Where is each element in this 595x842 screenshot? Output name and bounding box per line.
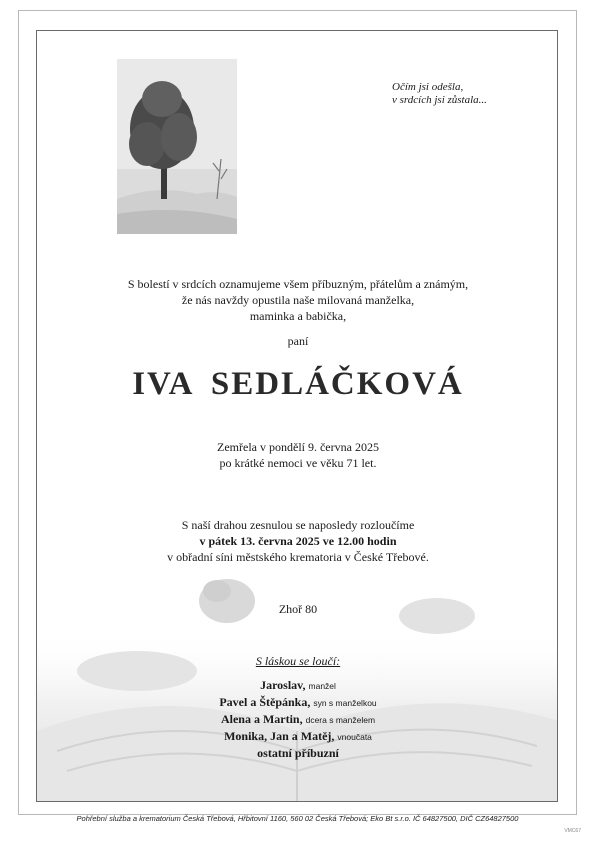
funeral-details — [37, 517, 558, 565]
tree-photo — [117, 59, 237, 234]
announcement — [37, 276, 558, 324]
mourner-name: Monika, Jan a Matěj, — [224, 729, 335, 743]
mourner-relation: vnoučata — [337, 732, 372, 742]
funeral-intro: S naší drahou zesnulou se naposledy rozloučíme — [181, 518, 415, 532]
funeral-venue: v obřadní síni městského krematoria v České Třebové. — [167, 550, 429, 564]
mourner-row — [37, 745, 558, 761]
death-details — [37, 439, 558, 471]
mourner-row — [37, 711, 558, 728]
family-address: Zhoř 80 — [278, 602, 318, 616]
motto-line-1: Očím jsi odešla, — [392, 81, 464, 93]
mourner-relation: manžel — [308, 681, 336, 691]
mourner-name: Jaroslav, — [260, 678, 306, 692]
death-cause-age: po krátké nemoci ve věku 71 let. — [219, 456, 377, 470]
mourners-list — [37, 677, 558, 761]
announcement-line-2: že nás navždy opustila naše milovaná manželka, — [181, 293, 415, 307]
footer-funeral-service: Pohřební služba a krematorium Česká Třebová, Hřbitovní 1160, 560 02 Česká Třebová; Eko Bt s.r.o. IČ 64827500, DIČ CZ64827500 — [76, 814, 519, 823]
salutation: paní — [287, 334, 309, 348]
mourner-name: Alena a Martin, — [220, 712, 303, 726]
mourner-relation: syn s manželkou — [313, 698, 377, 708]
mourner-row — [37, 694, 558, 711]
mourner-row — [37, 728, 558, 745]
mourner-name: ostatní příbuzní — [257, 746, 339, 760]
funeral-datetime: v pátek 13. června 2025 ve 12.00 hodin — [199, 534, 397, 548]
corner-code: VMC67 — [564, 828, 581, 834]
announcement-line-3: maminka a babička, — [249, 309, 347, 323]
mourner-row — [37, 677, 558, 694]
motto — [392, 81, 542, 107]
death-date: Zemřela v pondělí 9. června 2025 — [217, 440, 379, 454]
notice-frame — [36, 30, 558, 802]
announcement-line-1: S bolestí v srdcích oznamujeme všem příbuzným, přátelům a známým, — [127, 277, 469, 291]
signoff: S láskou se loučí: — [255, 654, 341, 668]
mourner-relation: dcera s manželem — [305, 715, 376, 725]
mourner-name: Pavel a Štěpánka, — [219, 695, 311, 709]
deceased-name: IVA SEDLÁČKOVÁ — [132, 366, 464, 402]
motto-line-2: v srdcích jsi zůstala... — [392, 94, 487, 106]
